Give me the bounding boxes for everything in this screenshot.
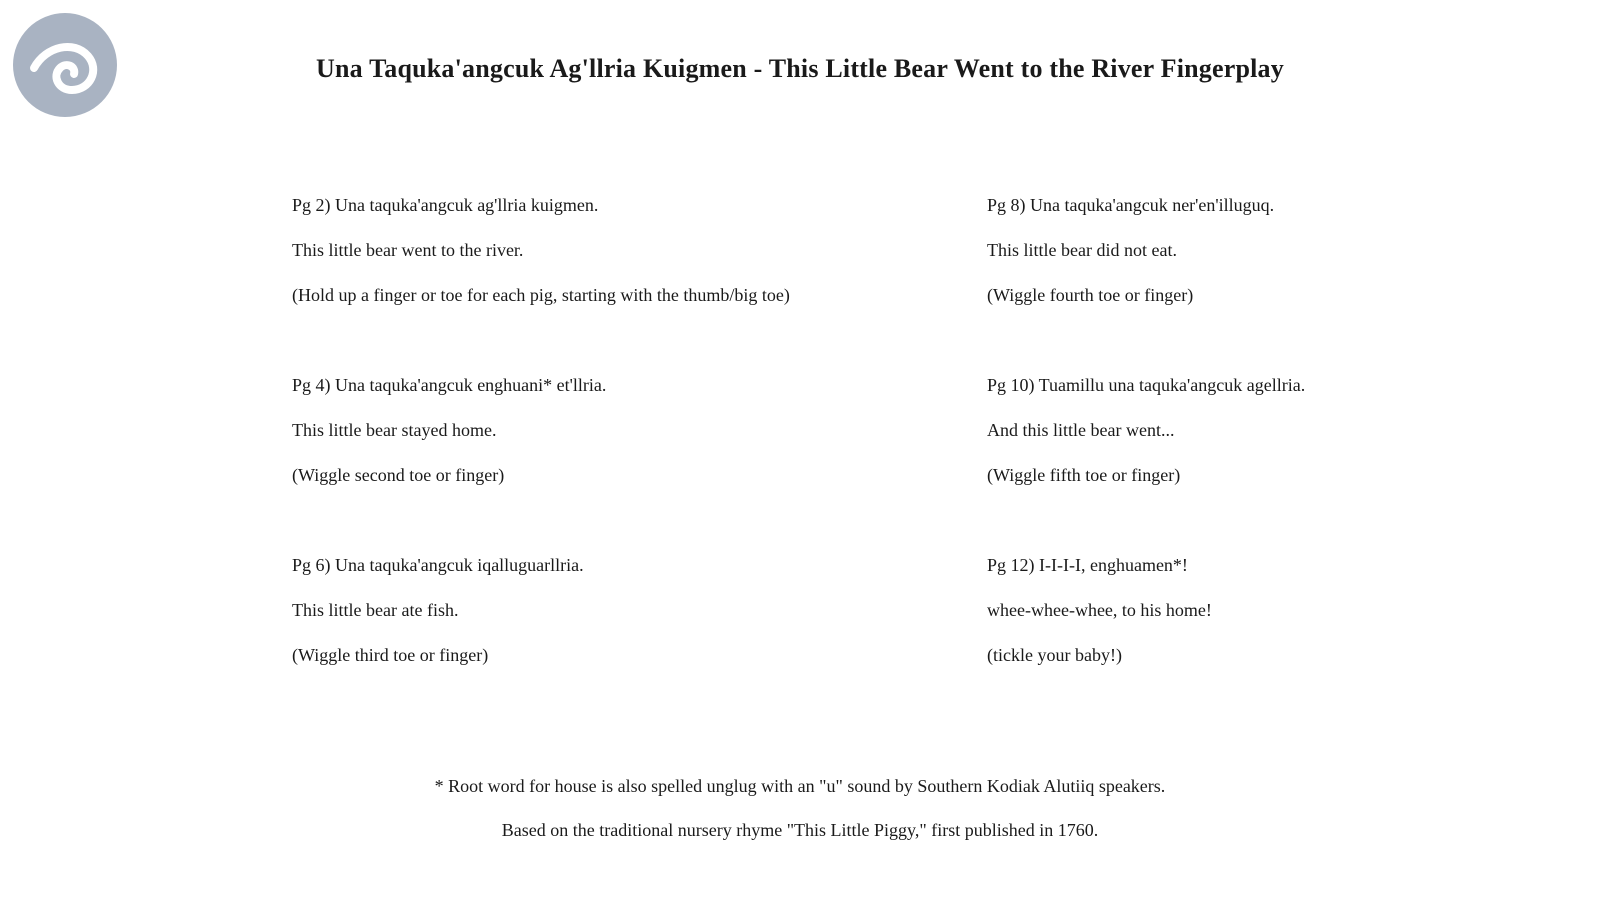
stanza [292,370,932,550]
stanza [987,550,1547,730]
english-line: This little bear stayed home. [292,420,497,440]
stanza [987,370,1547,550]
stanza-column-left [292,190,932,730]
alutiiq-line: Pg 10) Tuamillu una taquka'angcuk agellria. [987,375,1306,395]
instruction-line: (Wiggle fifth toe or finger) [987,465,1181,485]
credit-line: Based on the traditional nursery rhyme "This Little Piggy," first published in 1760. [501,820,1099,840]
alutiiq-line: Pg 2) Una taquka'angcuk ag'llria kuigmen. [292,195,599,215]
alutiiq-line: Pg 4) Una taquka'angcuk enghuani* et'llria. [292,375,607,395]
english-line: This little bear did not eat. [987,240,1177,260]
english-line: whee-whee-whee, to his home! [987,600,1212,620]
instruction-line: (Wiggle fourth toe or finger) [987,285,1194,305]
stanza [292,190,932,370]
instruction-line: (tickle your baby!) [987,645,1122,665]
stanza [292,550,932,730]
instruction-line: (Hold up a finger or toe for each pig, starting with the thumb/big toe) [292,285,790,305]
page-title: Una Taquka'angcuk Ag'llria Kuigmen - This Little Bear Went to the River Fingerplay [316,54,1284,83]
english-line: This little bear ate fish. [292,600,459,620]
english-line: And this little bear went... [987,420,1175,440]
alutiiq-line: Pg 12) I-I-I-I, enghuamen*! [987,555,1188,575]
alutiiq-line: Pg 6) Una taquka'angcuk iqalluguarllria. [292,555,584,575]
stanza-column-right [987,190,1547,730]
alutiiq-line: Pg 8) Una taquka'angcuk ner'en'illuguq. [987,195,1275,215]
instruction-line: (Wiggle third toe or finger) [292,645,489,665]
english-line: This little bear went to the river. [292,240,524,260]
footnote: * Root word for house is also spelled unglug with an "u" sound by Southern Kodiak Alutiiq speakers. [434,776,1166,796]
stanza [987,190,1547,370]
instruction-line: (Wiggle second toe or finger) [292,465,505,485]
